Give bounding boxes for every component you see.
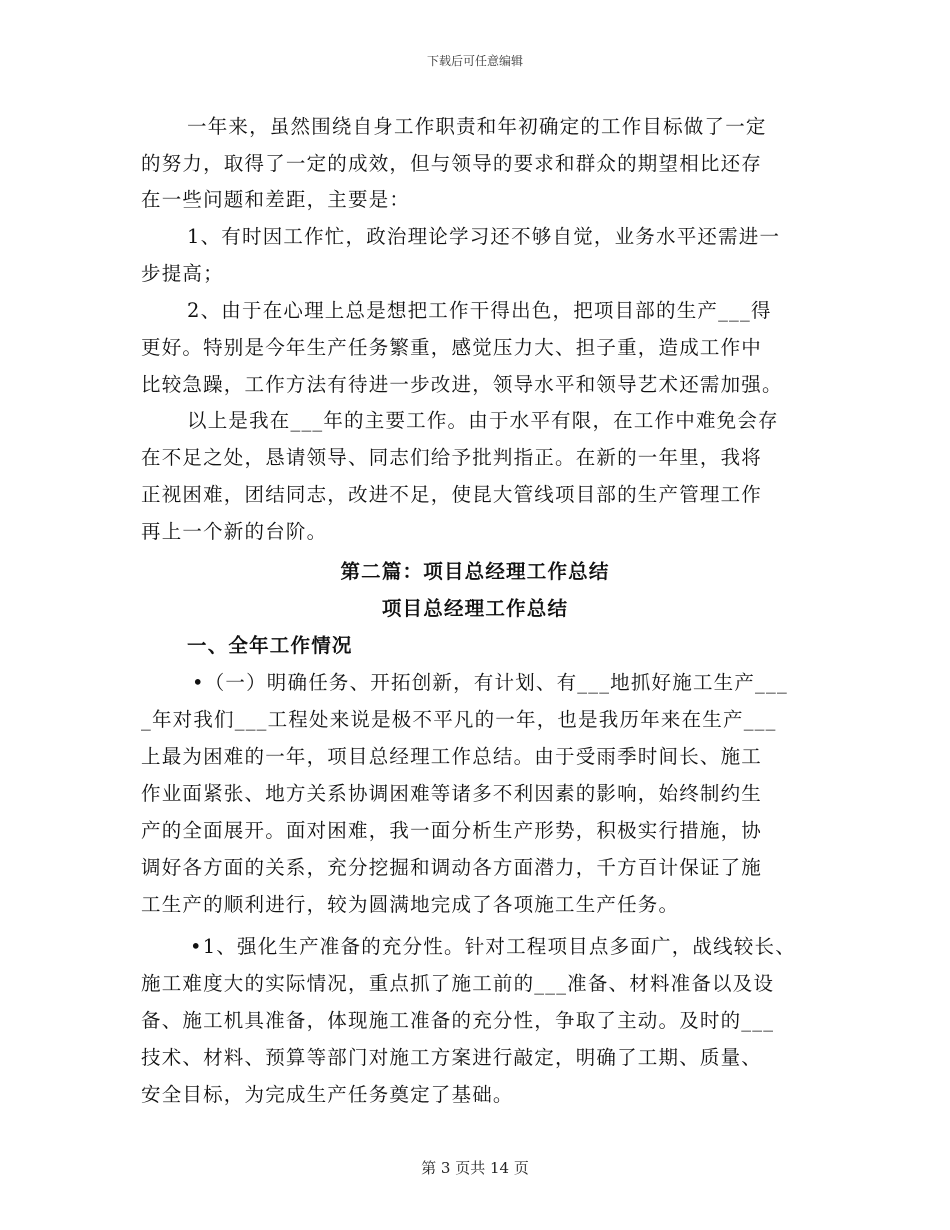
section-heading: 一、全年工作情况 bbox=[187, 634, 353, 657]
page-footer-number: 第 3 页共 14 页 bbox=[421, 1159, 529, 1177]
paragraph-line: 工生产的顺利进行，较为圆满地完成了各项施工生产任务。 bbox=[141, 893, 680, 916]
paragraph-line: 再上一个新的台阶。 bbox=[141, 520, 328, 543]
paragraph-line: 调好各方面的关系，充分挖掘和调动各方面潜力，千方百计保证了施 bbox=[141, 856, 763, 879]
paragraph-line: 更好。特别是今年生产任务繁重，感觉压力大、担子重，造成工作中 bbox=[141, 336, 763, 359]
chapter-title: 第二篇：项目总经理工作总结 bbox=[340, 560, 610, 583]
paragraph-line: 正视困难，团结同志，改进不足，使昆大管线项目部的生产管理工作 bbox=[141, 483, 763, 506]
paragraph-line: 2、由于在心理上总是想把工作干得出色，把项目部的生产___得 bbox=[187, 299, 772, 322]
bullet-line: •1、强化生产准备的充分性。针对工程项目点多面广，战线较长、 bbox=[190, 935, 796, 958]
paragraph-line: 一年来，虽然围绕自身工作职责和年初确定的工作目标做了一定 bbox=[187, 115, 767, 138]
paragraph-line: 技术、材料、预算等部门对施工方案进行敲定，明确了工期、质量、 bbox=[141, 1046, 763, 1069]
paragraph-line: 作业面紧张、地方关系协调困难等诸多不利因素的影响，始终制约生 bbox=[141, 782, 763, 805]
paragraph-line: 在一些问题和差距，主要是： bbox=[141, 188, 411, 211]
paragraph-line: 的努力，取得了一定的成效，但与领导的要求和群众的期望相比还存 bbox=[141, 152, 763, 175]
paragraph-line: 比较急躁，工作方法有待进一步改进，领导水平和领导艺术还需加强。 bbox=[141, 373, 783, 396]
paragraph-line: 步提高； bbox=[141, 262, 224, 285]
paragraph-line: 在不足之处，恳请领导、同志们给予批判指正。在新的一年里，我将 bbox=[141, 446, 763, 469]
paragraph-line: 安全目标，为完成生产任务奠定了基础。 bbox=[141, 1083, 514, 1106]
paragraph-line: 上最为困难的一年，项目总经理工作总结。由于受雨季时间长、施工 bbox=[141, 745, 763, 768]
bullet-line: •（一）明确任务、开拓创新，有计划、有___地抓好施工生产___ bbox=[192, 671, 788, 694]
page-header-note: 下载后可任意编辑 bbox=[426, 54, 523, 68]
section-title: 项目总经理工作总结 bbox=[381, 597, 569, 620]
paragraph-line: 施工难度大的实际情况，重点抓了施工前的___准备、材料准备以及设 bbox=[141, 972, 775, 995]
paragraph-line: 产的全面展开。面对困难，我一面分析生产形势，积极实行措施，协 bbox=[141, 819, 763, 842]
paragraph-line: 备、施工机具准备，体现施工准备的充分性，争取了主动。及时的___ bbox=[141, 1009, 775, 1032]
paragraph-line: 以上是我在___年的主要工作。由于水平有限，在工作中难免会存 bbox=[187, 409, 779, 432]
paragraph-line: _年对我们___工程处来说是极不平凡的一年，也是我历年来在生产___ bbox=[141, 708, 777, 731]
paragraph-line: 1、有时因工作忙，政治理论学习还不够自觉，业务水平还需进一 bbox=[187, 225, 781, 248]
